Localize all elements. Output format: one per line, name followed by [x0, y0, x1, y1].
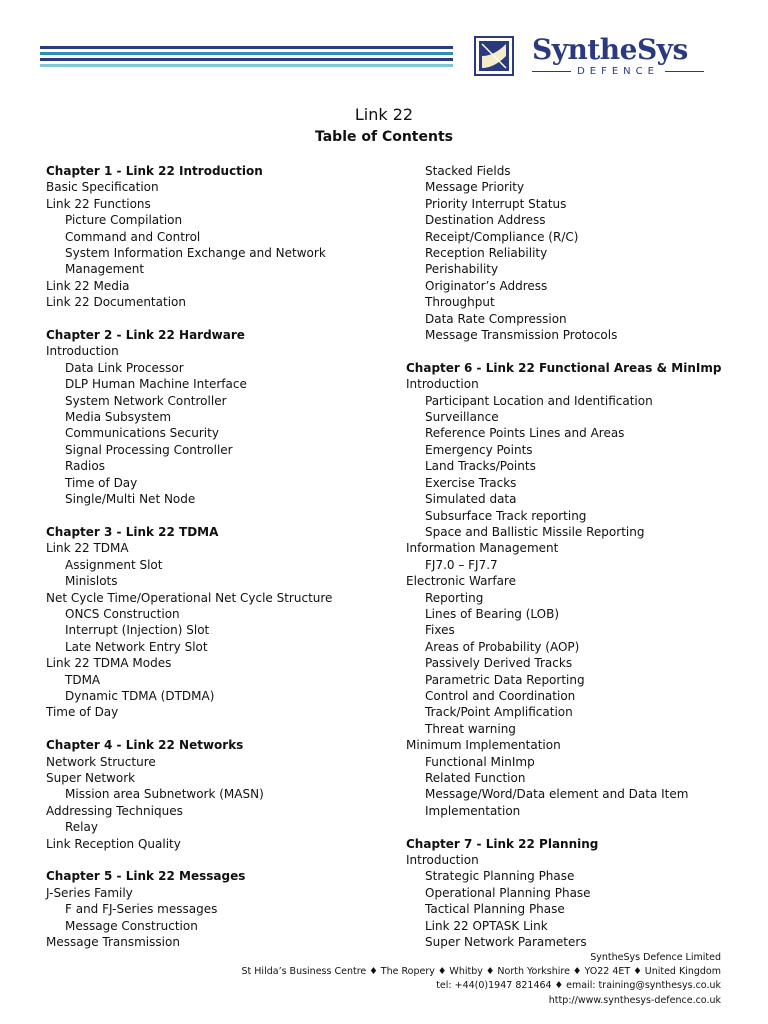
toc-entry: Threat warning [425, 721, 516, 736]
toc-entry: Network Structure [46, 754, 156, 769]
stripe [40, 64, 453, 67]
toc-entry: Lines of Bearing (LOB) [425, 606, 560, 621]
toc-entry: Electronic Warfare [406, 574, 516, 589]
toc-chapter-heading: Chapter 7 - Link 22 Planning [406, 836, 599, 851]
toc-entry: Time of Day [46, 705, 119, 720]
toc-entry: Picture Compilation [65, 213, 183, 228]
footer-address: St Hilda’s Business Centre ♦ The Ropery ♦ Whitby ♦ North Yorkshire ♦ YO22 4ET ♦ United Kingdom [241, 966, 721, 978]
toc-entry: Information Management [406, 541, 559, 556]
toc-entry: Message/Word/Data element and Data Item [425, 787, 689, 802]
toc-entry: J-Series Family [46, 885, 133, 900]
logo-wordmark: SyntheSys [532, 33, 688, 66]
toc-entry: Areas of Probability (AOP) [425, 639, 580, 654]
document-subtitle: Table of Contents [314, 129, 453, 145]
toc-entry: Late Network Entry Slot [65, 639, 208, 654]
toc-entry: Passively Derived Tracks [425, 656, 573, 671]
toc-entry: Assignment Slot [65, 557, 163, 572]
footer [242, 951, 721, 1008]
toc-entry: Reporting [425, 590, 484, 605]
toc-entry: Control and Coordination [425, 688, 576, 703]
stripe [40, 52, 453, 55]
toc-entry: Track/Point Amplification [425, 705, 573, 720]
toc-right-column [406, 163, 746, 950]
toc-entry: Reference Points Lines and Areas [425, 426, 625, 441]
toc-entry: Surveillance [425, 410, 499, 425]
toc-entry: Link 22 Media [46, 278, 130, 293]
toc-entry: ONCS Construction [65, 606, 180, 621]
toc-entry: Emergency Points [425, 442, 533, 457]
logo-rule [532, 71, 571, 72]
toc-entry: Parametric Data Reporting [425, 672, 585, 687]
toc-entry: Receipt/Compliance (R/C) [425, 229, 579, 244]
toc-entry: Exercise Tracks [425, 475, 517, 490]
toc-entry: Related Function [425, 771, 526, 786]
toc-entry: System Information Exchange and Network [65, 246, 326, 261]
company-logo [474, 33, 714, 82]
toc-entry: Fixes [425, 623, 455, 638]
footer-contact: tel: +44(0)1947 821464 ♦ email: training@synthesys.co.uk [436, 980, 721, 992]
toc-entry: Introduction [406, 853, 479, 868]
toc-entry: DLP Human Machine Interface [65, 377, 247, 392]
toc-entry: Link 22 Functions [46, 196, 151, 211]
toc-chapter-heading: Chapter 3 - Link 22 TDMA [46, 524, 219, 539]
toc-entry: Media Subsystem [65, 410, 172, 425]
toc-entry: FJ7.0 – FJ7.7 [425, 557, 498, 572]
toc-entry: Destination Address [425, 213, 546, 228]
toc-entry: Strategic Planning Phase [425, 869, 575, 884]
toc-entry: Introduction [406, 377, 479, 392]
toc-entry: Subsurface Track reporting [425, 508, 587, 523]
toc-entry: Stacked Fields [425, 164, 511, 178]
toc-entry: Introduction [46, 344, 119, 359]
toc-entry: Link 22 TDMA Modes [46, 656, 172, 671]
toc-entry: Implementation [425, 803, 521, 818]
logo-subtitle-text: DEFENCE [577, 66, 659, 77]
toc-entry: Single/Multi Net Node [65, 492, 196, 507]
header-stripes [40, 46, 453, 70]
logo-subtitle [532, 66, 704, 77]
toc-entry: Super Network [46, 770, 136, 785]
toc-entry: Basic Specification [46, 180, 159, 195]
toc-entry: Addressing Techniques [46, 803, 183, 818]
toc-entry: Time of Day [65, 475, 138, 490]
toc-entry: Command and Control [65, 229, 201, 244]
toc-entry: Signal Processing Controller [65, 442, 233, 457]
toc-entry: Minislots [65, 574, 118, 589]
footer-website: http://www.synthesys-defence.co.uk [548, 994, 721, 1006]
toc-entry: System Network Controller [65, 393, 227, 408]
toc-entry: Originator’s Address [425, 278, 548, 293]
toc-entry: Message Construction [65, 918, 198, 933]
toc-entry: Communications Security [65, 426, 219, 441]
toc-entry: Message Priority [425, 180, 525, 195]
toc-entry: Reception Reliability [425, 246, 548, 261]
toc-entry: Net Cycle Time/Operational Net Cycle Structure [46, 590, 333, 605]
toc-entry: Tactical Planning Phase [425, 902, 565, 917]
toc-chapter-heading: Chapter 5 - Link 22 Messages [46, 869, 246, 884]
toc-entry: Message Transmission Protocols [425, 328, 618, 343]
toc-left-column [46, 163, 396, 950]
toc-chapter-heading: Chapter 2 - Link 22 Hardware [46, 328, 245, 343]
toc-entry: Dynamic TDMA (DTDMA) [65, 688, 215, 703]
toc-entry: Super Network Parameters [425, 935, 587, 950]
toc-chapter-heading: Chapter 4 - Link 22 Networks [46, 738, 244, 753]
toc-entry: TDMA [65, 672, 101, 687]
toc-entry: Land Tracks/Points [425, 459, 536, 474]
stripe [40, 58, 453, 61]
toc-entry: Link Reception Quality [46, 836, 181, 851]
toc-entry: Functional MinImp [425, 754, 535, 769]
logo-emblem-icon [474, 36, 514, 76]
toc-entry: Relay [65, 820, 98, 835]
stripe [40, 46, 453, 49]
toc-entry: F and FJ-Series messages [65, 902, 218, 917]
toc-entry: Data Rate Compression [425, 311, 567, 326]
toc-entry: Participant Location and Identification [425, 393, 653, 408]
toc-entry: Space and Ballistic Missile Reporting [425, 524, 645, 539]
toc-entry: Priority Interrupt Status [425, 196, 567, 211]
toc-entry: Radios [65, 459, 105, 474]
footer-company: SyntheSys Defence Limited [590, 952, 721, 963]
toc-entry: Data Link Processor [65, 360, 184, 375]
toc-entry: Throughput [425, 295, 495, 310]
toc-entry: Perishability [425, 262, 499, 277]
toc-entry: Management [65, 262, 145, 277]
toc-entry: Operational Planning Phase [425, 885, 591, 900]
toc-chapter-heading: Chapter 6 - Link 22 Functional Areas & MinImp [406, 360, 722, 375]
toc-entry: Link 22 Documentation [46, 295, 186, 310]
toc-entry: Mission area Subnetwork (MASN) [65, 787, 264, 802]
toc-entry: Link 22 TDMA [46, 541, 129, 556]
toc-entry: Link 22 OPTASK Link [425, 918, 548, 933]
toc-entry: Interrupt (Injection) Slot [65, 623, 210, 638]
toc-chapter-heading: Chapter 1 - Link 22 Introduction [46, 164, 263, 178]
logo-rule [665, 71, 704, 72]
toc-entry: Message Transmission [46, 935, 180, 950]
toc-entry: Minimum Implementation [406, 738, 561, 753]
document-title: Link 22 [354, 105, 414, 124]
toc-entry: Simulated data [425, 492, 517, 507]
